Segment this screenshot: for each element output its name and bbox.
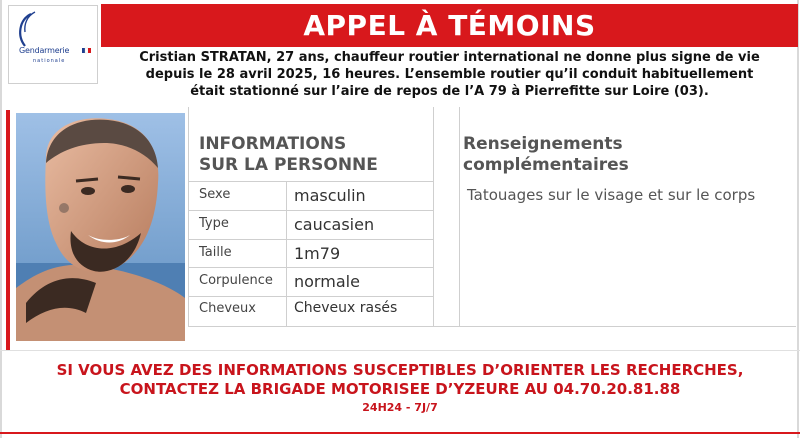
info-heading-line-1: INFORMATIONS [199, 134, 347, 154]
table-row-divider [188, 210, 433, 211]
row-value-type: caucasien [294, 215, 375, 234]
table-border-left [188, 107, 189, 327]
table-row-divider [188, 181, 433, 182]
bottom-accent-bar [0, 432, 800, 434]
person-photo [16, 113, 185, 341]
info-heading-line-2: SUR LA PERSONNE [199, 155, 378, 175]
row-value-taille: 1m79 [294, 244, 341, 263]
table-row-divider [188, 296, 433, 297]
intro-line-2: depuis le 28 avril 2025, 16 heures. L’ensemble routier qu’il conduit habituellement [145, 67, 754, 82]
call-to-action [20, 361, 780, 417]
row-label-taille: Taille [199, 245, 232, 260]
page-title: APPEL À TÉMOINS [101, 4, 798, 47]
extra-heading-line-2: complémentaires [463, 155, 629, 175]
section-divider [0, 350, 800, 351]
table-column-divider [286, 181, 287, 327]
row-label-type: Type [199, 216, 229, 231]
cta-line-2: CONTACTEZ LA BRIGADE MOTORISEE D’YZEURE AU 04.70.20.81.88 [119, 380, 681, 398]
extra-text: Tatouages sur le visage et sur le corps [467, 186, 756, 204]
extra-heading-line-1: Renseignements [463, 134, 623, 154]
table-column-divider [433, 107, 434, 327]
logo-subtext: nationale [33, 58, 66, 64]
table-row-divider [188, 326, 796, 327]
row-label-cheveux: Cheveux [199, 301, 256, 316]
gendarmerie-emblem-icon [9, 6, 97, 83]
extra-heading [463, 134, 629, 176]
row-label-sexe: Sexe [199, 187, 231, 202]
table-row-divider [188, 239, 433, 240]
row-value-corpulence: normale [294, 272, 360, 291]
row-value-cheveux: Cheveux rasés [294, 300, 398, 316]
intro-line-1: Cristian STRATAN, 27 ans, chauffeur routier international ne donne plus signe de vie [139, 50, 760, 65]
table-row-divider [188, 267, 433, 268]
intro-text [101, 49, 798, 105]
row-label-corpulence: Corpulence [199, 273, 273, 288]
row-value-sexe: masculin [294, 186, 366, 205]
cta-line-1: SI VOUS AVEZ DES INFORMATIONS SUSCEPTIBLES D’ORIENTER LES RECHERCHES, [56, 361, 744, 379]
gendarmerie-logo [8, 5, 98, 84]
cta-hours: 24H24 - 7J/7 [362, 401, 438, 414]
intro-line-3: était stationné sur l’aire de repos de l’A 79 à Pierrefitte sur Loire (03). [190, 84, 709, 99]
logo-text: Gendarmerie [19, 46, 70, 55]
info-heading [199, 134, 378, 176]
table-column-divider [459, 107, 460, 327]
left-accent-bar [6, 110, 10, 350]
